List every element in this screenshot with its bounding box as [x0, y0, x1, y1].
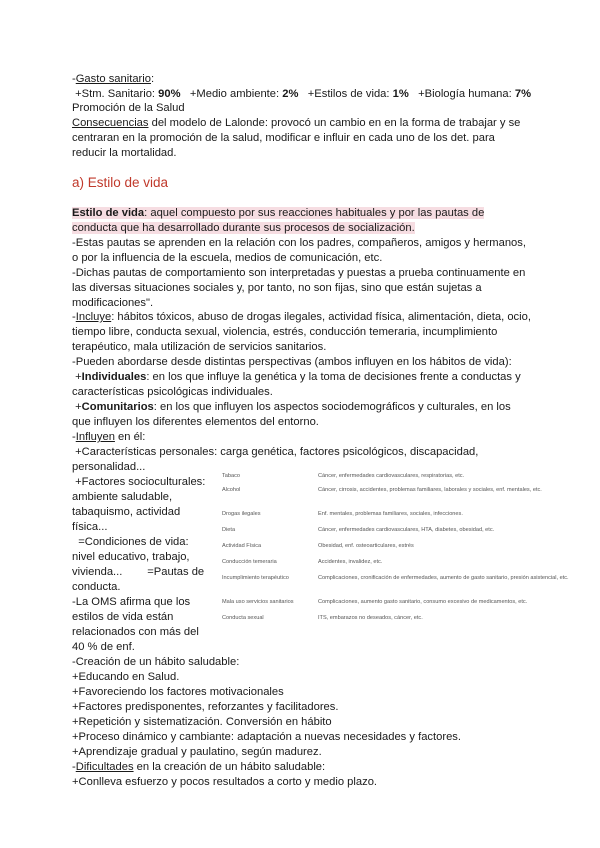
list-item: +Educando en Salud.	[72, 671, 180, 683]
habit-effect: Complicaciones, cronificación de enfermedades, aumento de gasto sanitario, presión asistencial, etc.	[318, 575, 569, 581]
consecuencias-line-2: centraran en la promoción de la salud, modificar e influir en cada uno de los det. para	[72, 132, 495, 144]
list-item: +Repetición y sistematización. Conversión en hábito	[72, 716, 332, 728]
body-line: -Estas pautas se aprenden en la relación con los padres, compañeros, amigos y hermanos,	[72, 237, 526, 249]
habit-name: Actividad Física	[222, 543, 262, 549]
incluye-text: : hábitos tóxicos, abuso de drogas ilegales, actividad física, alimentación, dieta, ocio,	[111, 311, 531, 323]
definition-line-1	[72, 206, 484, 221]
list-item: +Factores predisponentes, reforzantes y facilitadores.	[72, 701, 339, 713]
dificultades-prefix: -	[72, 761, 76, 773]
body-line: -Dichas pautas de comportamiento son interpretadas y puestas a prueba continuamente en	[72, 267, 526, 279]
habit-effect: Accidentes, invalidez, etc.	[318, 559, 383, 565]
gasto-item-value: 90%	[158, 88, 181, 100]
individuales-text: : en los que influye la genética y la toma de decisiones frente a conductas y	[146, 371, 521, 383]
body-line: terapéutico, mala utilización de servicios sanitarios.	[72, 341, 327, 353]
gasto-item-label: Biología humana:	[424, 88, 515, 100]
side-line: vivienda... =Pautas de	[72, 566, 205, 578]
incluye-label: Incluye	[75, 311, 112, 323]
side-line: física...	[72, 521, 108, 533]
habits-table	[222, 473, 590, 629]
table-row	[222, 473, 590, 487]
table-row	[222, 559, 590, 575]
body-line: o por la influencia de la escuela, medios de comunicación, etc.	[72, 252, 383, 264]
gasto-item-value: 2%	[282, 88, 299, 100]
habit-name: Conducción temeraria	[222, 559, 277, 565]
list-item: +Proceso dinámico y cambiante: adaptación a nuevas necesidades y factores.	[72, 731, 461, 743]
definition-line-2	[72, 221, 415, 236]
gasto-breakdown: +Stm. Sanitario: 90% +Medio ambiente: 2% +Estilos de vida: 1% +Biología humana: 7%	[72, 88, 532, 100]
incluye-line: -Incluye: hábitos tóxicos, abuso de drogas ilegales, actividad física, alimentación, dieta, ocio,	[72, 311, 531, 323]
habit-effect: Cáncer, enfermedades cardiovasculares, respiratorias, etc.	[318, 473, 465, 479]
side-line: =Condiciones de vida:	[72, 536, 189, 548]
caracteristicas-text: +Características personales: carga genética, factores psicológicos, discapacidad,	[75, 446, 479, 458]
gasto-line2: Promoción de la Salud	[72, 102, 185, 114]
side-line: nivel educativo, trabajo,	[72, 551, 190, 563]
body-line: -Pueden abordarse desde distintas perspectivas (ambos influyen en los hábitos de vida):	[72, 356, 512, 368]
body-line: que influyen los diferentes elementos del entorno.	[72, 416, 319, 428]
gasto-item-label: Medio ambiente:	[196, 88, 283, 100]
gasto-item-value: 7%	[514, 88, 532, 100]
habit-name: Conducta sexual	[222, 615, 264, 621]
gasto-heading: -Gasto sanitario:	[72, 73, 155, 85]
definition-term: Estilo de vida	[72, 207, 145, 219]
gasto-item-value: 1%	[392, 88, 409, 100]
table-row	[222, 575, 590, 599]
side-line: conducta.	[72, 581, 121, 593]
gasto-item-label: Stm. Sanitario:	[81, 88, 159, 100]
gasto-item-label: Estilos de vida:	[314, 88, 393, 100]
comunitarios-text: : en los que influyen los aspectos sociodemográficos y culturales, en los	[153, 401, 511, 413]
body-line: modificaciones".	[72, 297, 154, 309]
habit-name: Drogas ilegales	[222, 511, 261, 517]
habit-name: Tabaco	[222, 473, 241, 479]
side-text: +Factores socioculturales:	[75, 476, 206, 488]
habit-effect: Cáncer, enfermedades cardiovasculares, HTA, diabetes, obesidad, etc.	[318, 527, 495, 533]
side-line: -La OMS afirma que los	[72, 596, 191, 608]
side-line	[72, 475, 205, 490]
definition-text: : aquel compuesto por sus reacciones habituales y por las pautas de	[144, 207, 485, 219]
individuales-label: Individuales	[81, 371, 147, 383]
consecuencias-line	[72, 116, 520, 131]
habit-effect: Obesidad, enf. osteoarticulares, estrés	[318, 543, 414, 549]
habit-effect: ITS, embarazos no deseados, cáncer, etc.	[318, 615, 423, 621]
comunitarios-line: +Comunitarios: en los que influyen los aspectos sociodemográficos y culturales, en los	[72, 401, 511, 413]
individuales-line: +Individuales: en los que influye la genética y la toma de decisiones frente a conductas y	[72, 371, 521, 383]
list-item: +Aprendizaje gradual y paulatino, según madurez.	[72, 746, 322, 758]
dificultades-text: en la creación de un hábito saludable:	[133, 761, 326, 773]
gasto-label: Gasto sanitario	[75, 73, 151, 85]
dificultades-line	[72, 760, 325, 775]
side-line: estilos de vida están	[72, 611, 174, 623]
list-item: +Conlleva esfuerzo y pocos resultados a corto y medio plazo.	[72, 776, 378, 788]
habit-name: Dieta	[222, 527, 236, 533]
consecuencias-line-3: reducir la mortalidad.	[72, 147, 177, 159]
habit-effect: Complicaciones, aumento gasto sanitario, consumo excesivo de medicamentos, etc.	[318, 599, 528, 605]
side-line: 40 % de enf.	[72, 641, 135, 653]
body-line: características psicológicas individuales.	[72, 386, 273, 398]
side-line: tabaquismo, actividad	[72, 506, 181, 518]
habit-name: Alcohol	[222, 487, 241, 493]
table-row	[222, 543, 590, 559]
section-title: a) Estilo de vida	[72, 175, 169, 190]
comunitarios-label: Comunitarios	[81, 401, 154, 413]
body-line: personalidad...	[72, 461, 146, 473]
influyen-label: Influyen	[75, 431, 115, 443]
consecuencias-label: Consecuencias	[72, 117, 149, 129]
table-row	[222, 615, 590, 629]
habit-creation-heading: -Creación de un hábito saludable:	[72, 656, 240, 668]
definition-text-2: conducta que ha desarrollado durante sus procesos de socialización.	[72, 222, 415, 234]
habit-name: Incumplimiento terapéutico	[222, 575, 289, 581]
body-line: tiempo libre, conducta sexual, violencia, estrés, conducción temeraria, incumplimiento	[72, 326, 498, 338]
habit-effect: Cáncer, cirrosis, accidentes, problemas familiares, laborales y sociales, enf. mentales, etc.	[318, 487, 542, 493]
list-item: +Favoreciendo los factores motivacionales	[72, 686, 284, 698]
table-row	[222, 511, 590, 527]
side-line: relacionados con más del	[72, 626, 199, 638]
consecuencias-text: del modelo de Lalonde: provocó un cambio en en la forma de trabajar y se	[148, 117, 521, 129]
table-row	[222, 599, 590, 615]
body-line: las diversas situaciones sociales y, por tanto, no son fijas, sino que están sujetas a	[72, 282, 482, 294]
side-line: ambiente saludable,	[72, 491, 173, 503]
table-row	[222, 487, 590, 511]
influyen-text: en él:	[114, 431, 146, 443]
body-line	[72, 445, 478, 460]
habit-effect: Enf. mentales, problemas familiares, sociales, infecciones.	[318, 511, 463, 517]
table-row	[222, 527, 590, 543]
dificultades-label: Dificultades	[75, 761, 134, 773]
influyen-line: -Influyen en él:	[72, 431, 146, 443]
habit-name: Mala uso servicios sanitarios	[222, 599, 294, 605]
